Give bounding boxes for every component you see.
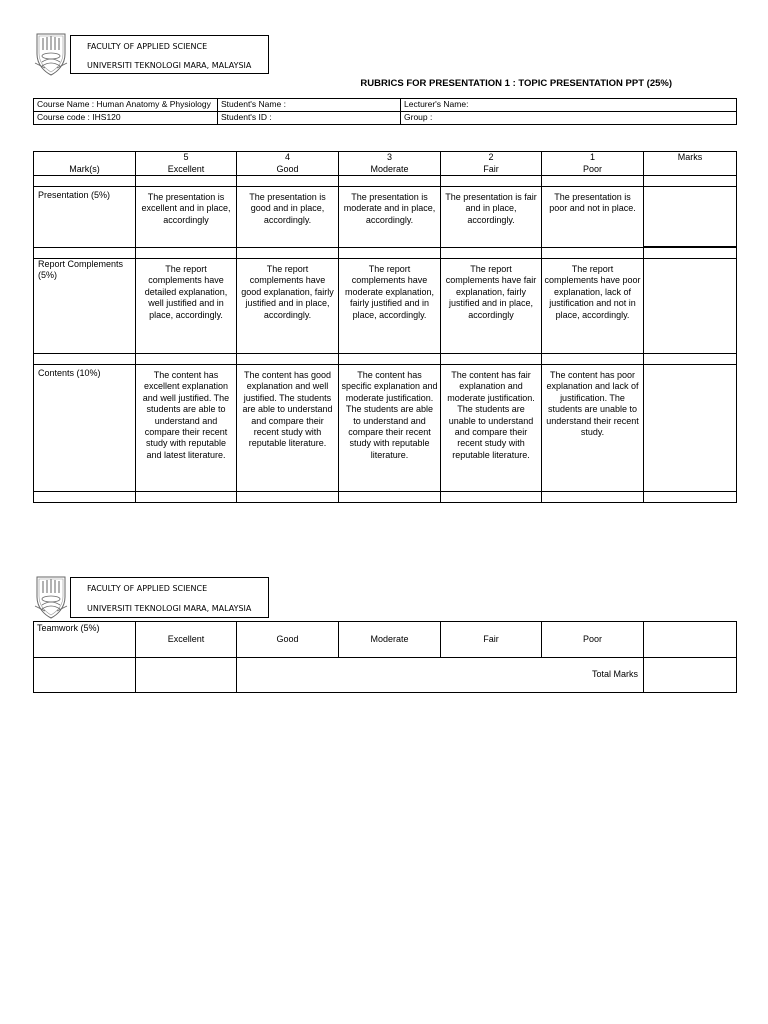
faculty-name: FACULTY OF APPLIED SCIENCE (87, 584, 208, 593)
marks-column-header: Marks (644, 152, 737, 176)
level-score: 3 (386, 152, 392, 162)
spacer-cell (339, 248, 441, 259)
spacer-cell (237, 248, 339, 259)
marks-cell[interactable] (644, 365, 737, 492)
marks-cell[interactable] (644, 187, 737, 247)
level-header (339, 152, 441, 176)
spacer-cell (441, 354, 542, 365)
level-header (136, 152, 237, 176)
empty-cell (136, 658, 237, 693)
spacer-cell (34, 176, 136, 187)
spacer-cell (237, 354, 339, 365)
faculty-header-box (70, 577, 269, 618)
spacer-cell (237, 492, 339, 503)
spacer-cell (542, 492, 644, 503)
descriptor-cell: The presentation is poor and not in place. (542, 187, 644, 248)
spacer-cell (542, 176, 644, 187)
teamwork-label: Teamwork (5%) (34, 622, 136, 658)
teamwork-level: Poor (542, 622, 644, 658)
spacer-cell (136, 248, 237, 259)
level-header (441, 152, 542, 176)
spacer-cell (441, 248, 542, 259)
teamwork-level: Fair (441, 622, 542, 658)
level-score: 2 (488, 152, 494, 162)
student-id-field[interactable]: Student's ID : (218, 112, 401, 125)
spacer-cell (542, 248, 644, 259)
marks-header (34, 152, 136, 176)
teamwork-level: Good (237, 622, 339, 658)
spacer-cell (339, 492, 441, 503)
level-score: 4 (284, 152, 290, 162)
spacer-cell (34, 354, 136, 365)
level-label: Fair (483, 163, 499, 174)
spacer-cell (237, 176, 339, 187)
empty-cell (34, 658, 136, 693)
level-label: Moderate (370, 163, 409, 174)
teamwork-table (33, 621, 737, 693)
descriptor-cell: The report complements have good explanation, fairly justified and in place, accordingly. (237, 259, 339, 354)
university-name: UNIVERSITI TEKNOLOGI MARA, MALAYSIA (87, 61, 252, 70)
faculty-name: FACULTY OF APPLIED SCIENCE (87, 42, 208, 51)
criterion-label: Report Complements (5%) (34, 259, 136, 354)
marks-label: Mark(s) (69, 163, 100, 174)
teamwork-level: Excellent (136, 622, 237, 658)
criterion-row-contents (34, 365, 737, 492)
descriptor-cell: The report complements have fair explanation, fairly justified and in place, accordingly (441, 259, 542, 354)
university-crest-icon (33, 32, 69, 76)
spacer-cell (644, 248, 737, 259)
descriptor-cell: The presentation is fair and in place, accordingly. (441, 187, 542, 248)
descriptor-cell: The presentation is excellent and in place, accordingly (136, 187, 237, 248)
descriptor-cell: The presentation is good and in place, accordingly. (237, 187, 339, 248)
spacer-cell (441, 492, 542, 503)
spacer-cell (34, 492, 136, 503)
university-name: UNIVERSITI TEKNOLOGI MARA, MALAYSIA (87, 604, 252, 613)
level-header (237, 152, 339, 176)
criterion-row-report (34, 259, 737, 354)
level-score: 1 (589, 152, 595, 162)
criterion-label: Contents (10%) (34, 365, 136, 492)
university-crest-icon (33, 575, 69, 619)
total-marks-cell[interactable] (644, 658, 737, 693)
rubric-table (33, 151, 737, 503)
teamwork-level: Moderate (339, 622, 441, 658)
spacer-cell (339, 176, 441, 187)
lecturer-name-field[interactable]: Lecturer's Name: (401, 99, 737, 112)
descriptor-cell: The content has specific explanation and moderate justification. The students are able to understand and compare their recent study with reputable literature. (339, 365, 441, 492)
course-name-field[interactable]: Course Name : Human Anatomy & Physiology (34, 99, 218, 112)
descriptor-cell: The report complements have detailed explanation, well justified and in place, accordingly. (136, 259, 237, 354)
spacer-cell (136, 492, 237, 503)
level-label: Good (276, 163, 299, 174)
faculty-header-box (70, 35, 269, 74)
rubric-title: RUBRICS FOR PRESENTATION 1 : TOPIC PRESENTATION PPT (25%) (360, 78, 672, 89)
descriptor-cell: The content has fair explanation and moderate justification. The students are unable to understand and compare their recent study with reputable literature. (441, 365, 542, 492)
group-field[interactable]: Group : (401, 112, 737, 125)
teamwork-marks-cell[interactable] (644, 622, 737, 658)
level-score: 5 (183, 152, 189, 162)
descriptor-cell: The content has good explanation and well justified. The students are able to understand and compare their recent study with reputable literature. (237, 365, 339, 492)
spacer-cell (644, 354, 737, 365)
student-name-field[interactable]: Student's Name : (218, 99, 401, 112)
descriptor-cell: The report complements have moderate explanation, fairly justified and in place, accordingly. (339, 259, 441, 354)
spacer-cell (136, 354, 237, 365)
descriptor-cell: The content has poor explanation and lack of justification. The students are unable to understand their recent study. (542, 365, 644, 492)
criterion-row-presentation (34, 187, 737, 247)
spacer-cell (34, 248, 136, 259)
descriptor-cell: The presentation is moderate and in place, accordingly. (339, 187, 441, 248)
spacer-cell (644, 176, 737, 187)
descriptor-cell: The report complements have poor explanation, lack of justification and not in place, accordingly. (542, 259, 644, 354)
level-label: Excellent (167, 163, 205, 174)
course-code-field[interactable]: Course code : IHS120 (34, 112, 218, 125)
total-marks-label: Total Marks (237, 658, 644, 693)
spacer-cell (339, 354, 441, 365)
level-header (542, 152, 644, 176)
student-info-table (33, 98, 737, 125)
level-label: Poor (582, 163, 602, 174)
spacer-cell (441, 176, 542, 187)
marks-cell[interactable] (644, 259, 737, 354)
spacer-cell (542, 354, 644, 365)
descriptor-cell: The content has excellent explanation and well justified. The students are able to understand and compare their recent study with reputable and latest literature. (136, 365, 237, 492)
spacer-cell (136, 176, 237, 187)
spacer-cell (644, 492, 737, 503)
criterion-label: Presentation (5%) (34, 187, 136, 248)
